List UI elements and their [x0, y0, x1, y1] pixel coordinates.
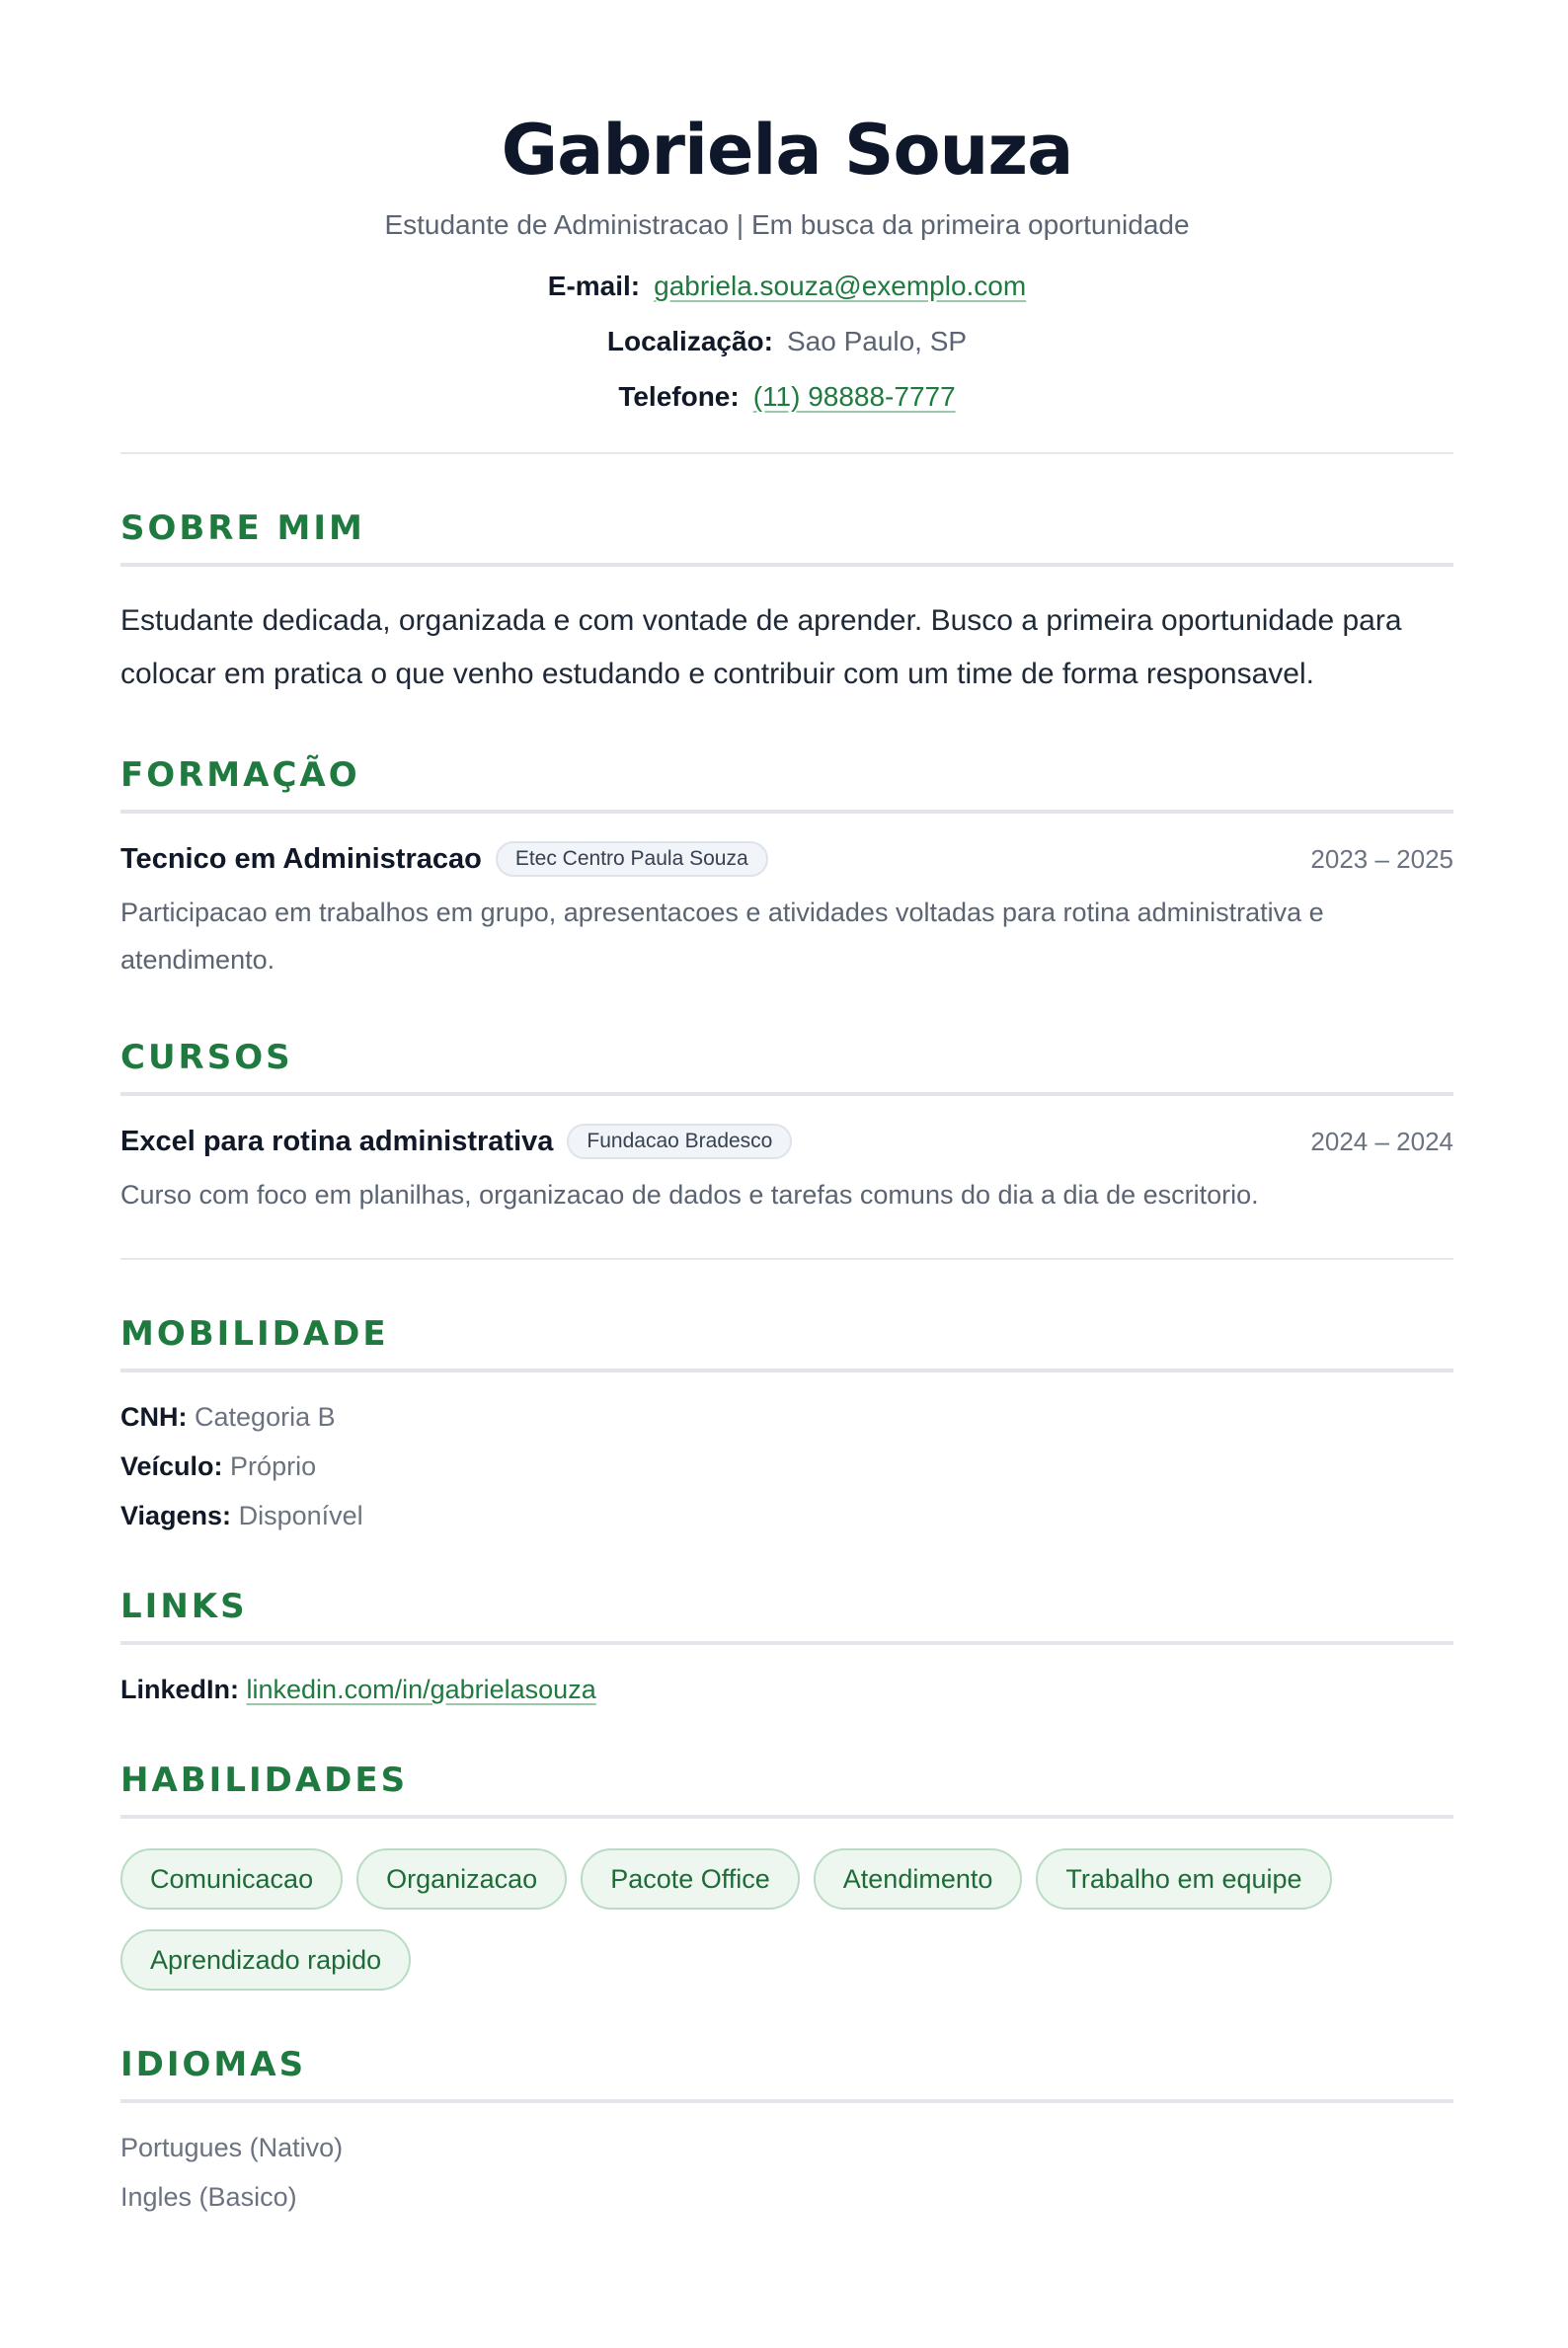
section-title-links: LINKS	[120, 1587, 248, 1626]
section-about	[120, 506, 1453, 701]
link-item	[120, 1665, 1453, 1714]
contact-email	[120, 259, 1453, 314]
section-underline	[120, 1092, 1453, 1096]
section-title-skills: HABILIDADES	[120, 1761, 409, 1800]
mobility-item	[120, 1392, 1453, 1442]
mobility-value: Disponível	[238, 1501, 363, 1530]
entry-description: Curso com foco em planilhas, organizacao de dados e tarefas comuns do dia a dia de escritorio.	[120, 1180, 1259, 1210]
person-name: Gabriela Souza	[501, 110, 1073, 191]
section-underline	[120, 2099, 1453, 2103]
section-underline	[120, 1641, 1453, 1645]
section-underline	[120, 1815, 1453, 1819]
language-item: Portugues (Nativo)	[120, 2133, 344, 2162]
skills-list	[120, 1848, 1404, 1991]
section-mobility	[120, 1311, 1453, 1540]
email-label: E-mail:	[547, 271, 641, 301]
resume-header	[120, 0, 1453, 425]
skill-chip: Comunicacao	[120, 1848, 343, 1910]
section-title-about: SOBRE MIM	[120, 509, 365, 548]
linkedin-link[interactable]: linkedin.com/in/gabrielasouza	[246, 1675, 596, 1704]
mobility-label: Viagens:	[120, 1501, 232, 1530]
mobility-value: Próprio	[230, 1451, 317, 1481]
linkedin-label: LinkedIn:	[120, 1675, 239, 1704]
entry-title: Tecnico em Administracao	[120, 842, 482, 875]
section-title-courses: CURSOS	[120, 1038, 293, 1077]
skill-chip: Pacote Office	[581, 1848, 800, 1910]
section-underline	[120, 810, 1453, 814]
phone-link[interactable]: (11) 98888-7777	[752, 381, 956, 412]
institution-badge: Fundacao Bradesco	[567, 1124, 792, 1159]
language-item: Ingles (Basico)	[120, 2182, 297, 2212]
section-links	[120, 1584, 1453, 1714]
mobility-item	[120, 1491, 1453, 1540]
location-value: Sao Paulo, SP	[786, 326, 968, 356]
section-languages	[120, 2042, 1453, 2222]
entry-date: 2023 – 2025	[1310, 843, 1453, 874]
header-divider	[120, 452, 1453, 454]
resume-content	[120, 0, 1453, 2222]
phone-label: Telefone:	[618, 381, 740, 412]
entry-description: Participacao em trabalhos em grupo, apresentacoes e atividades voltadas para rotina administrativa e atendimento.	[120, 898, 1324, 975]
section-title-education: FORMAÇÃO	[120, 755, 360, 795]
section-underline	[120, 563, 1453, 567]
mobility-label: Veículo:	[120, 1451, 223, 1481]
headline: Estudante de Administracao | Em busca da primeira oportunidade	[384, 209, 1190, 240]
content-divider	[120, 1258, 1453, 1260]
contact-info	[120, 259, 1453, 425]
skill-chip: Organizacao	[356, 1848, 567, 1910]
mobility-value: Categoria B	[195, 1402, 336, 1432]
education-entry	[120, 841, 1453, 983]
entry-title: Excel para rotina administrativa	[120, 1125, 554, 1157]
location-label: Localização:	[606, 326, 773, 356]
email-link[interactable]: gabriela.souza@exemplo.com	[654, 271, 1027, 301]
mobility-label: CNH:	[120, 1402, 188, 1432]
section-title-mobility: MOBILIDADE	[120, 1314, 389, 1354]
section-underline	[120, 1369, 1453, 1372]
about-text: Estudante dedicada, organizada e com vontade de aprender. Busco a primeira oportunidade para colocar em pratica o que venho estudando e contribuir com um time de forma responsavel.	[120, 604, 1402, 690]
skill-chip: Atendimento	[814, 1848, 1023, 1910]
section-skills	[120, 1758, 1453, 1991]
entry-date: 2024 – 2024	[1310, 1126, 1453, 1156]
contact-phone	[120, 369, 1453, 425]
section-title-languages: IDIOMAS	[120, 2045, 307, 2084]
skill-chip: Aprendizado rapido	[120, 1929, 411, 1991]
section-courses	[120, 1035, 1453, 1218]
mobility-item	[120, 1442, 1453, 1491]
course-entry	[120, 1124, 1453, 1218]
skill-chip: Trabalho em equipe	[1036, 1848, 1331, 1910]
section-education	[120, 752, 1453, 983]
institution-badge: Etec Centro Paula Souza	[496, 841, 768, 877]
contact-location	[120, 314, 1453, 369]
